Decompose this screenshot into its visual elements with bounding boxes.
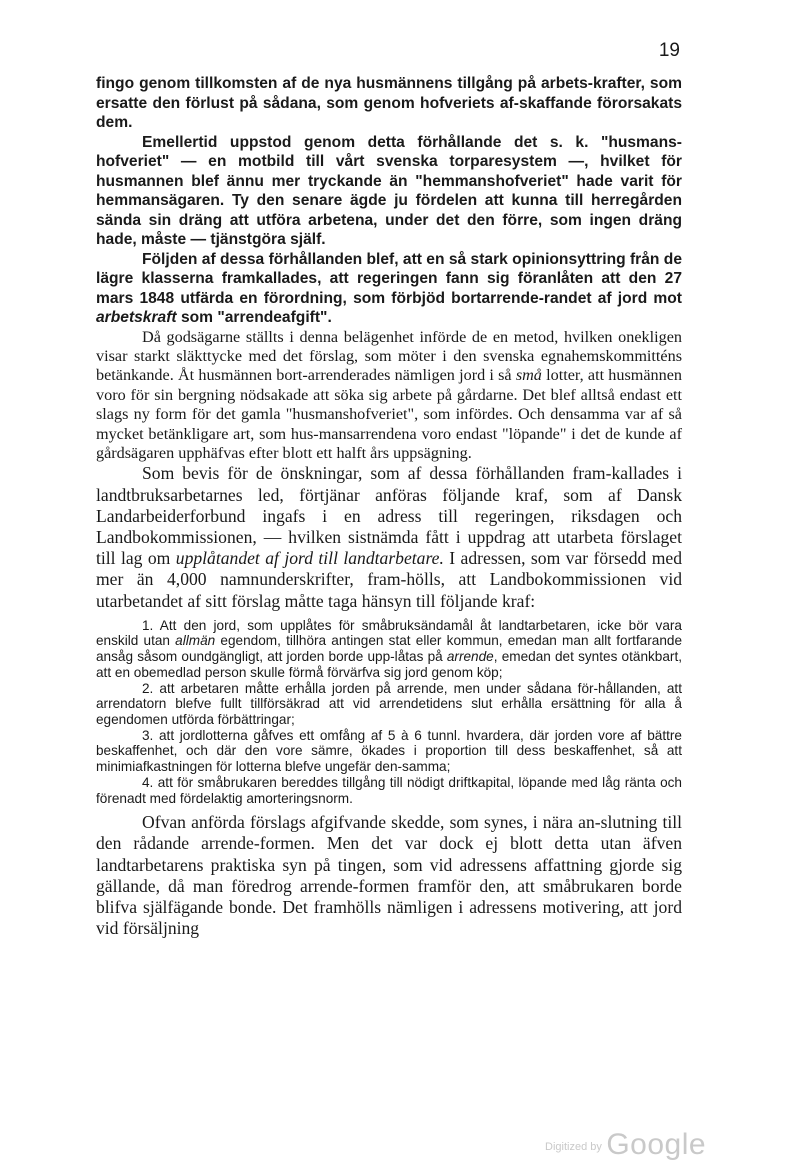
list-item: 3. att jordlotterna gåfves ett omfång af 5 à 6 tunnl. hvardera, där jorden vore af bättre beskaffenhet, och där den vore sämre, ökades i proportion till dess beskaffenhet, så att minimiafkastningen för lotterna blefve ungefär den-samma; (96, 727, 682, 775)
list-item: 2. att arbetaren måtte erhålla jorden på arrende, men under sådana för-hållanden, att arrendatorn blefve fullt tillförsäkrad att vid arrendetidens slut erhålla ersättning för alla å egendomen utförda förbättringar; (96, 680, 682, 727)
italic-emphasis: små (515, 366, 542, 385)
digitized-by-watermark (545, 1128, 706, 1162)
paragraph-5: Som bevis för de önskningar, som af dessa förhållanden fram-kallades i landtbruksarbetarnes led, förtjänar anföras följande kraf, som af Dansk Landarbeiderforbund ingafs i en adress till regeringen, riksdagen och Landbokommissionen, — hvilken sistnämda fått i uppdrag att utarbeta förslaget till lag om upplåtandet af jord till landtarbetare. I adressen, som var försedd med mer än 4,000 namnunderskrifter, fram-hölls, att Landbokommissionen vid utarbetandet af sitt förslag måtte taga hänsyn till följande kraf: (96, 463, 683, 611)
page-number: 19 (658, 40, 680, 61)
list-item: 4. att för småbrukaren bereddes tillgång till nödigt driftkapital, löpande med låg ränta och förenadt med fördelaktig amorteringsnorm. (96, 774, 682, 806)
paragraph-4: Då godsägarne ställts i denna belägenhet införde de en metod, hvilken onekligen visar starkt släkttycke med det förslag, som möter i den svenska egnahemskommitténs betänkande. Åt husmännen bort-arrenderades nämligen jord i så små lotter, att husmännen voro för sin bergning nödsakade att söka sig arbete på gårdarne. Det blef alltså endast ett slags ny form för det gamla "husmanshofveriet", som infördes. Och densamma var af så mycket betänkligare art, som hus-mansarrendena voro endast "löpande" i det de kunde af gårdsägaren upphäfvas efter blott ett halft års uppsägning. (96, 327, 683, 462)
watermark-prefix: Digitized by (545, 1141, 602, 1153)
closing-paragraph: Ofvan anförda förslags afgifvande skedde, som synes, i nära an-slutning till den rådande arrende-formen. Men det var dock ej blott detta utan äfven landtarbetarens praktiska syn på tingen, som vid adressens affattning gjorde sig gällande, då man föredrog arrende-formen framför den, att småbrukaren borde blifva själfägande bonde. Det framhölls nämligen i adressens motivering, att jord vid försäljning (96, 812, 682, 939)
italic-emphasis: upplåtandet af jord till landtarbetare. (175, 548, 444, 569)
italic-emphasis: arrende (446, 649, 494, 665)
italic-emphasis: allmän (175, 633, 216, 649)
italic-emphasis: arbetskraft (96, 309, 177, 326)
paragraph-3: Följden af dessa förhållanden blef, att en så stark opinionsyttring från de lägre klasserna framkallades, att regeringen fann sig föranlåten att den 27 mars 1848 utfärda en förordning, som förbjöd bortarrende-randet af jord mot arbetskraft som "arrendeafgift". (96, 250, 682, 326)
paragraph-2: Emellertid uppstod genom detta förhållande det s. k. "husmans-hofveriet" — en motbild till vårt svenska torparesystem —, hvilket för husmannen blef ännu mer tryckande än "hemmanshofveriet" hade varit för hemmansägaren. Ty den senare ägde ju fördelen att kunna till herregården sända sin dräng att utföra arbetena, under det den förre, som ingen dräng hade, måste — tjänstgöra själf. (96, 133, 682, 248)
paragraph-1: fingo genom tillkomsten af de nya husmännens tillgång på arbets-krafter, som ersatte den förlust på sådana, som genom hofveriets af-skaffande förorsakats dem. (96, 75, 682, 131)
google-logo: Google (606, 1128, 707, 1161)
list-item: 1. Att den jord, som upplåtes för småbruksändamål åt landtarbetaren, icke bör vara enskild utan allmän egendom, tillhöra antingen stat eller kommun, emedan man allt fortfarande ansåg såsom oundgängligt, att jorden borde upp-låtas på arrende, emedan det syntes otänkbart, att en obemedlad person skulle förmå förvärfva sig jord genom köp; (96, 617, 683, 680)
demands-list (96, 618, 682, 806)
body-text (96, 74, 682, 939)
